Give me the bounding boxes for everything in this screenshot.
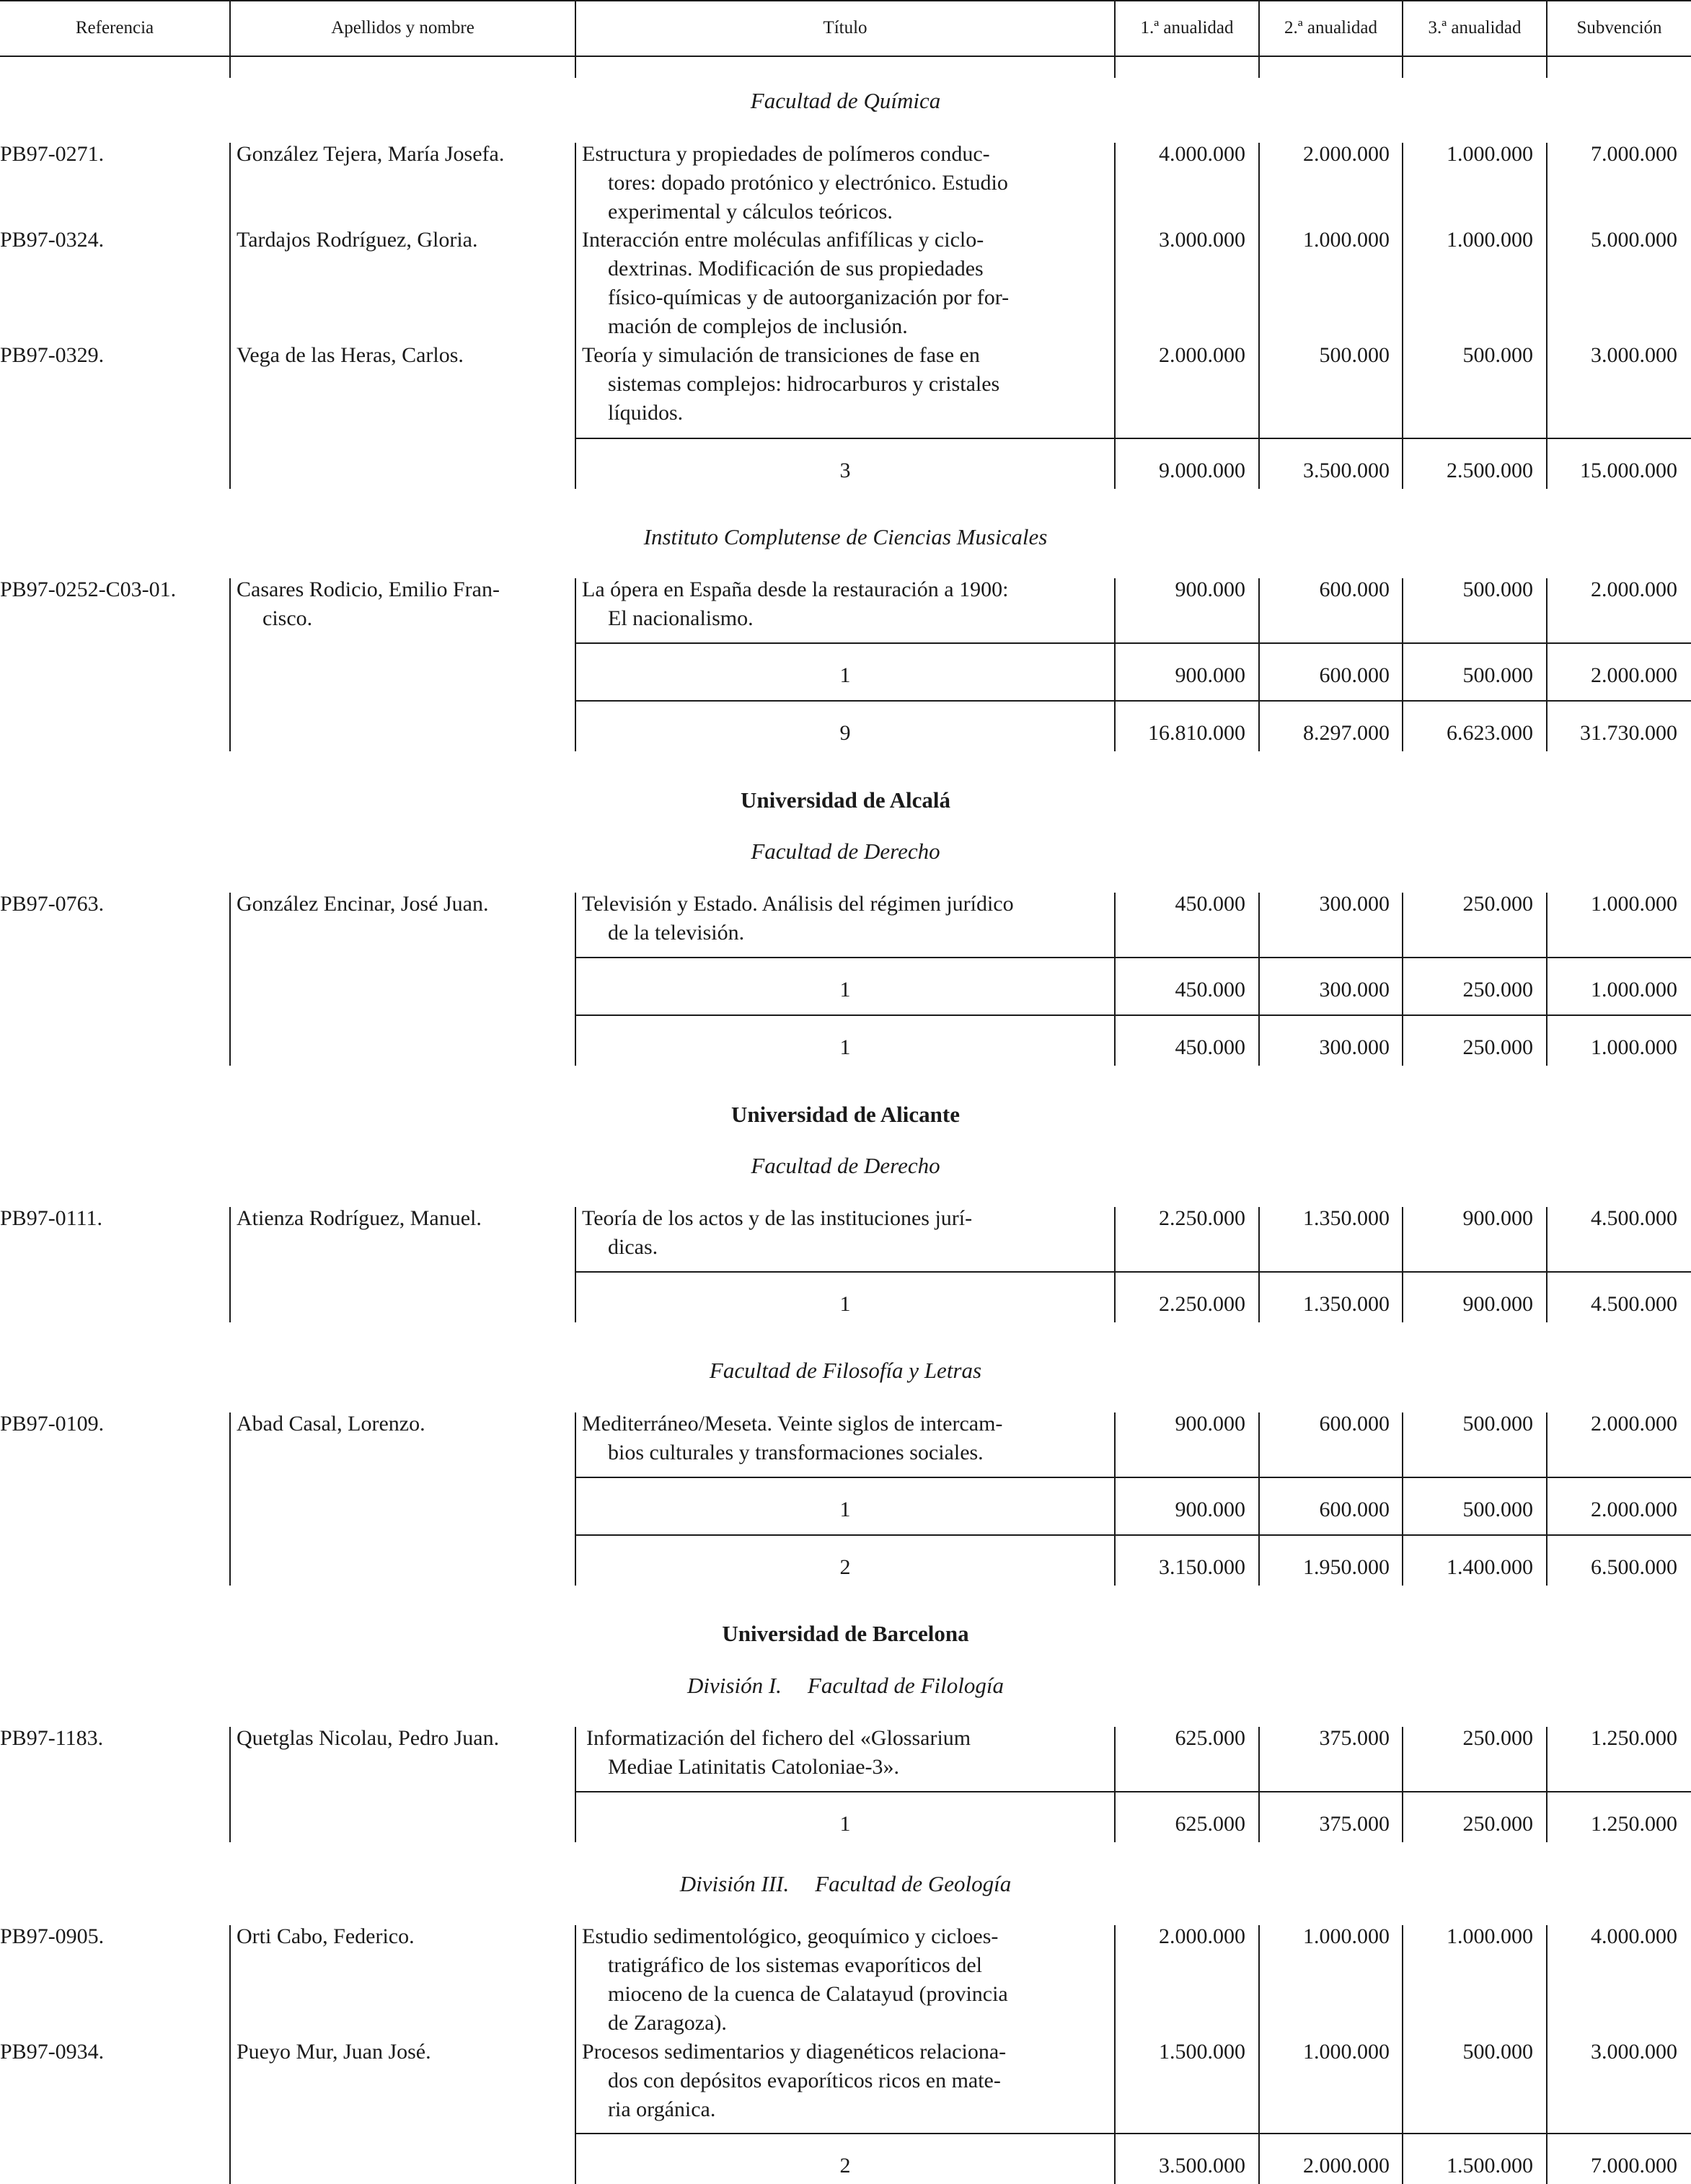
row-ref: PB97-0109.	[0, 1412, 105, 1436]
row-title: Estructura y propiedades de polímeros conduc- tores: dopado protónico y electrónico. Estudio experimental y cálculos teóricos.	[582, 142, 1008, 224]
division-faculty: Facultad de Geología	[815, 1871, 1012, 1896]
row-name: Casares Rodicio, Emilio Fran- cisco.	[237, 578, 500, 630]
row-title: Procesos sedimentarios y diagenéticos relaciona- dos con depósitos evaporíticos ricos en mate- ria orgánica.	[582, 2040, 1007, 2121]
total-count: 2	[839, 2154, 851, 2178]
total-subvencion: 1.000.000	[1591, 1035, 1677, 1059]
header-subvencion: Subvención	[1576, 18, 1662, 37]
section-division-1	[0, 1673, 1691, 1699]
total-subvencion: 1.000.000	[1591, 978, 1677, 1002]
total-count: 3	[839, 459, 851, 482]
total-anualidad-3: 250.000	[1462, 978, 1533, 1002]
row-subvencion: 4.000.000	[1591, 1924, 1677, 1948]
total-anualidad-1: 9.000.000	[1159, 459, 1245, 482]
total-rule	[575, 1534, 1691, 1536]
total-anualidad-3: 1.400.000	[1447, 1555, 1533, 1579]
col-divider	[1258, 143, 1260, 489]
row-name: Abad Casal, Lorenzo.	[237, 1412, 425, 1436]
col-divider	[229, 1412, 231, 1586]
total-subvencion: 1.250.000	[1591, 1812, 1677, 1836]
row-ref: PB97-0252-C03-01.	[0, 578, 177, 601]
section-alicante-derecho: Facultad de Derecho	[751, 1153, 940, 1178]
total-rule	[575, 2133, 1691, 2134]
total-rule	[575, 1014, 1691, 1016]
section-instituto-musicales: Instituto Complutense de Ciencias Musicales	[643, 524, 1048, 549]
row-title: La ópera en España desde la restauración a 1900: El nacionalismo.	[582, 578, 1009, 630]
total-subvencion: 15.000.000	[1580, 459, 1677, 482]
row-title: Teoría de los actos y de las instituciones jurí- dicas.	[582, 1206, 973, 1259]
row-anualidad-2: 1.000.000	[1303, 228, 1390, 252]
col-divider	[229, 143, 231, 489]
total-anualidad-2: 3.500.000	[1303, 459, 1390, 482]
total-count: 9	[839, 721, 851, 745]
row-title: Interacción entre moléculas anfifílicas y ciclo- dextrinas. Modificación de sus propiedades físico-químicas y de autoorganización por for- mación de complejos de inclusión.	[582, 228, 1010, 338]
row-anualidad-1: 4.000.000	[1159, 142, 1245, 166]
total-anualidad-3: 500.000	[1462, 663, 1533, 687]
row-title: Estudio sedimentológico, geoquímico y cicloes- tratigráfico de los sistemas evaporíticos del mioceno de la cuenca de Calatayud (provincia de Zaragoza).	[582, 1924, 1008, 2035]
row-anualidad-3: 1.000.000	[1447, 1924, 1533, 1948]
section-universidad-barcelona: Universidad de Barcelona	[722, 1621, 969, 1646]
section-universidad-alicante: Universidad de Alicante	[731, 1102, 960, 1127]
total-count: 1	[839, 1035, 851, 1059]
row-ref: PB97-0934.	[0, 2040, 105, 2064]
row-anualidad-3: 250.000	[1462, 892, 1533, 916]
total-anualidad-2: 300.000	[1319, 978, 1390, 1002]
row-anualidad-2: 1.000.000	[1303, 1924, 1390, 1948]
row-anualidad-3: 250.000	[1462, 1726, 1533, 1750]
total-anualidad-1: 3.150.000	[1159, 1555, 1245, 1579]
header-anualidad-1: 1.ª anualidad	[1140, 18, 1234, 37]
header-referencia: Referencia	[75, 18, 154, 37]
row-subvencion: 2.000.000	[1591, 1412, 1677, 1436]
total-subvencion: 7.000.000	[1591, 2154, 1677, 2178]
row-subvencion: 3.000.000	[1591, 2040, 1677, 2064]
total-count: 1	[839, 1292, 851, 1316]
row-ref: PB97-0271.	[0, 142, 105, 166]
total-rule	[575, 1477, 1691, 1478]
total-anualidad-3: 500.000	[1462, 1498, 1533, 1521]
row-name: Tardajos Rodríguez, Gloria.	[237, 228, 478, 252]
row-title: Informatización del fichero del «Glossarium Mediae Latinitatis Catoloniae-3».	[586, 1726, 971, 1779]
col-divider	[1114, 143, 1116, 489]
total-anualidad-1: 450.000	[1175, 978, 1245, 1002]
total-rule	[575, 1271, 1691, 1273]
row-anualidad-1: 1.500.000	[1159, 2040, 1245, 2064]
col-divider	[229, 1925, 231, 2184]
total-rule	[575, 642, 1691, 644]
row-anualidad-3: 500.000	[1462, 578, 1533, 601]
header-titulo: Título	[823, 18, 867, 37]
header-anualidad-2: 2.ª anualidad	[1284, 18, 1378, 37]
row-name: Atienza Rodríguez, Manuel.	[237, 1206, 482, 1230]
section-alcala-derecho: Facultad de Derecho	[751, 839, 940, 864]
row-subvencion: 4.500.000	[1591, 1206, 1677, 1230]
col-divider	[229, 1727, 231, 1842]
col-divider	[1402, 143, 1403, 489]
total-count: 1	[839, 1498, 851, 1521]
row-anualidad-1: 2.000.000	[1159, 1924, 1245, 1948]
total-anualidad-2: 300.000	[1319, 1035, 1390, 1059]
total-rule	[575, 438, 1691, 439]
row-subvencion: 2.000.000	[1591, 578, 1677, 601]
total-count: 2	[839, 1555, 851, 1579]
total-subvencion: 2.000.000	[1591, 663, 1677, 687]
total-anualidad-1: 450.000	[1175, 1035, 1245, 1059]
total-anualidad-1: 625.000	[1175, 1812, 1245, 1836]
row-name: González Encinar, José Juan.	[237, 892, 489, 916]
row-anualidad-2: 1.000.000	[1303, 2040, 1390, 2064]
row-subvencion: 7.000.000	[1591, 142, 1677, 166]
row-subvencion: 1.000.000	[1591, 892, 1677, 916]
row-anualidad-2: 375.000	[1319, 1726, 1390, 1750]
col-divider	[1546, 143, 1547, 489]
section-facultad-quimica: Facultad de Química	[750, 88, 941, 113]
total-anualidad-2: 2.000.000	[1303, 2154, 1390, 2178]
row-name: Vega de las Heras, Carlos.	[237, 343, 464, 367]
col-divider	[575, 143, 576, 489]
row-anualidad-1: 900.000	[1175, 578, 1245, 601]
total-anualidad-2: 375.000	[1319, 1812, 1390, 1836]
total-count: 1	[839, 1812, 851, 1836]
row-name: Quetglas Nicolau, Pedro Juan.	[237, 1726, 500, 1750]
total-anualidad-1: 3.500.000	[1159, 2154, 1245, 2178]
row-anualidad-2: 300.000	[1319, 892, 1390, 916]
row-ref: PB97-0111.	[0, 1206, 102, 1230]
header-apellidos: Apellidos y nombre	[331, 18, 474, 37]
row-name: González Tejera, María Josefa.	[237, 142, 505, 166]
row-anualidad-3: 900.000	[1462, 1206, 1533, 1230]
total-count: 1	[839, 663, 851, 687]
total-anualidad-2: 1.950.000	[1303, 1555, 1390, 1579]
row-anualidad-3: 1.000.000	[1447, 228, 1533, 252]
division-label: División I.	[687, 1673, 782, 1698]
row-anualidad-1: 2.000.000	[1159, 343, 1245, 367]
row-anualidad-1: 625.000	[1175, 1726, 1245, 1750]
section-alicante-filosofia: Facultad de Filosofía y Letras	[709, 1358, 982, 1383]
col-divider	[229, 1207, 231, 1322]
section-universidad-alcala: Universidad de Alcalá	[740, 787, 951, 813]
row-anualidad-2: 1.350.000	[1303, 1206, 1390, 1230]
total-anualidad-2: 1.350.000	[1303, 1292, 1390, 1316]
col-divider	[575, 1925, 576, 2184]
row-anualidad-3: 500.000	[1462, 1412, 1533, 1436]
total-anualidad-3: 1.500.000	[1447, 2154, 1533, 2178]
total-anualidad-2: 8.297.000	[1303, 721, 1390, 745]
row-anualidad-1: 900.000	[1175, 1412, 1245, 1436]
row-subvencion: 1.250.000	[1591, 1726, 1677, 1750]
row-ref: PB97-0329.	[0, 343, 105, 367]
row-subvencion: 5.000.000	[1591, 228, 1677, 252]
total-anualidad-1: 16.810.000	[1148, 721, 1245, 745]
total-anualidad-1: 2.250.000	[1159, 1292, 1245, 1316]
row-anualidad-3: 500.000	[1462, 2040, 1533, 2064]
total-anualidad-2: 600.000	[1319, 1498, 1390, 1521]
row-anualidad-1: 450.000	[1175, 892, 1245, 916]
total-rule	[575, 1791, 1691, 1792]
row-subvencion: 3.000.000	[1591, 343, 1677, 367]
total-subvencion: 6.500.000	[1591, 1555, 1677, 1579]
total-rule	[575, 957, 1691, 958]
total-subvencion: 2.000.000	[1591, 1498, 1677, 1521]
total-anualidad-3: 2.500.000	[1447, 459, 1533, 482]
section-division-3	[0, 1871, 1691, 1897]
col-divider	[229, 893, 231, 1066]
row-anualidad-3: 500.000	[1462, 343, 1533, 367]
total-subvencion: 31.730.000	[1580, 721, 1677, 745]
total-subvencion: 4.500.000	[1591, 1292, 1677, 1316]
total-anualidad-3: 250.000	[1462, 1035, 1533, 1059]
total-rule	[575, 700, 1691, 702]
row-ref: PB97-1183.	[0, 1726, 104, 1750]
row-ref: PB97-0763.	[0, 892, 105, 916]
row-anualidad-1: 3.000.000	[1159, 228, 1245, 252]
row-anualidad-2: 600.000	[1319, 1412, 1390, 1436]
row-title: Teoría y simulación de transiciones de fase en sistemas complejos: hidrocarburos y cristales líquidos.	[582, 343, 1000, 425]
row-title: Televisión y Estado. Análisis del régimen jurídico de la televisión.	[582, 892, 1014, 945]
total-anualidad-1: 900.000	[1175, 1498, 1245, 1521]
row-name: Pueyo Mur, Juan José.	[237, 2040, 431, 2064]
division-faculty: Facultad de Filología	[807, 1673, 1004, 1698]
division-label: División III.	[679, 1871, 790, 1896]
row-anualidad-2: 2.000.000	[1303, 142, 1390, 166]
total-anualidad-3: 900.000	[1462, 1292, 1533, 1316]
total-anualidad-2: 600.000	[1319, 663, 1390, 687]
row-anualidad-2: 500.000	[1319, 343, 1390, 367]
row-anualidad-2: 600.000	[1319, 578, 1390, 601]
row-anualidad-3: 1.000.000	[1447, 142, 1533, 166]
total-anualidad-3: 6.623.000	[1447, 721, 1533, 745]
total-count: 1	[839, 978, 851, 1002]
row-name: Orti Cabo, Federico.	[237, 1924, 415, 1948]
total-anualidad-3: 250.000	[1462, 1812, 1533, 1836]
row-anualidad-1: 2.250.000	[1159, 1206, 1245, 1230]
row-ref: PB97-0905.	[0, 1924, 105, 1948]
col-divider	[229, 578, 231, 751]
header-anualidad-3: 3.ª anualidad	[1428, 18, 1522, 37]
row-ref: PB97-0324.	[0, 228, 105, 252]
total-anualidad-1: 900.000	[1175, 663, 1245, 687]
row-title: Mediterráneo/Meseta. Veinte siglos de intercam- bios culturales y transformaciones sociales.	[582, 1412, 1003, 1464]
